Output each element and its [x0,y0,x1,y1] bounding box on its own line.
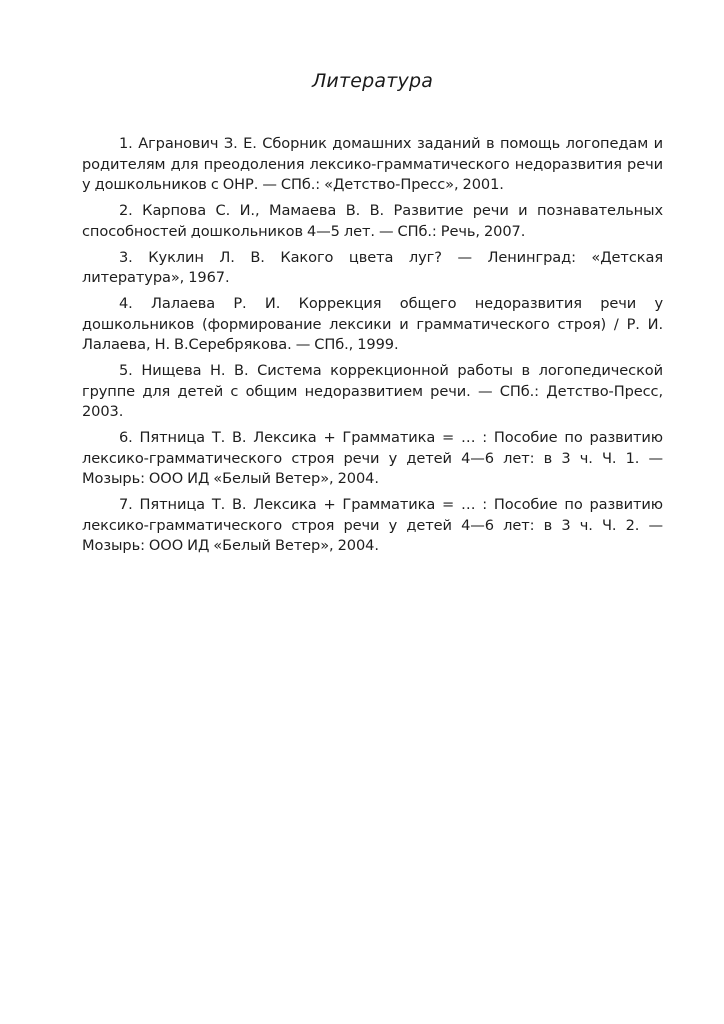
reference-item: 6. Пятница Т. В. Лексика + Грамматика = … : Пособие по развитию лексико-грамматического строя речи у детей 4—6 лет: в 3 ч. Ч. 1. — Мозырь: ООО ИД «Белый Ветер», 2004. [82,429,663,487]
page-title: Литература [311,70,434,92]
reference-item: 4. Лалаева Р. И. Коррекция общего недоразвития речи у дошкольников (формирование лексики и грамматического строя) / Р. И. Лалаева, Н. В.Серебрякова. — СПб., 1999. [82,295,663,353]
reference-list [82,134,663,562]
reference-item: 5. Нищева Н. В. Система коррекционной работы в логопедической группе для детей с общим недоразвитием речи. — СПб.: Детство-Пресс, 2003. [82,362,663,420]
reference-item: 2. Карпова С. И., Мамаева В. В. Развитие речи и познавательных способностей дошкольников 4—5 лет. — СПб.: Речь, 2007. [82,202,663,240]
reference-item: 3. Куклин Л. В. Какого цвета луг? — Ленинград: «Детская литература», 1967. [82,248,663,286]
reference-item: 1. Агранович З. Е. Сборник домашних заданий в помощь логопедам и родителям для преодоления лексико-грамматического недоразвития речи у дошкольников с ОНР. — СПб.: «Детство-Пресс», 2001. [82,135,663,193]
reference-item: 7. Пятница Т. В. Лексика + Грамматика = … : Пособие по развитию лексико-грамматического строя речи у детей 4—6 лет: в 3 ч. Ч. 2. — Мозырь: ООО ИД «Белый Ветер», 2004. [82,496,663,554]
